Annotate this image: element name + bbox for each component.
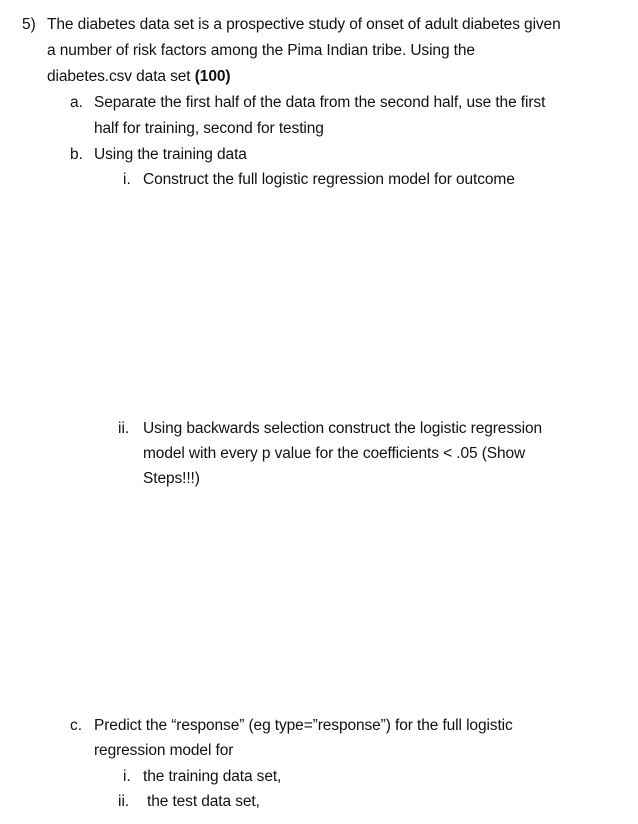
part-b-i-marker: i. [123,171,131,188]
question-intro-line-1: The diabetes data set is a prospective study of onset of adult diabetes given [47,16,561,33]
part-b-marker: b. [70,146,83,163]
points-value: (100) [194,68,231,85]
part-b-line-1: Using the training data [94,146,247,163]
part-c-line-1: Predict the “response” (eg type=”response”) for the full logistic [94,717,513,734]
question-number: 5) [22,16,36,33]
part-a-marker: a. [70,94,83,111]
part-b-ii-marker: ii. [118,420,130,437]
part-c-i-line-1: the training data set, [143,768,282,785]
part-a-line-1: Separate the first half of the data from the second half, use the first [94,94,546,111]
part-c-i-marker: i. [123,768,131,785]
question-intro-line-2: a number of risk factors among the Pima Indian tribe. Using the [47,42,475,59]
part-b-ii-line-1: Using backwards selection construct the logistic regression [143,420,543,437]
part-c-line-2: regression model for [94,742,234,759]
question-intro-line-3 [47,67,230,87]
part-b-i-line-1: Construct the full logistic regression model for outcome [143,171,515,188]
part-a-line-2: half for training, second for testing [94,120,324,137]
dataset-text: diabetes.csv data set [47,68,191,85]
part-c-ii-marker: ii. [118,793,130,810]
part-c-ii-line-1: the test data set, [147,793,260,810]
part-c-marker: c. [70,717,83,734]
part-b-ii-line-3: Steps!!!) [143,470,200,487]
part-b-ii-line-2: model with every p value for the coefficients < .05 (Show [143,445,526,462]
